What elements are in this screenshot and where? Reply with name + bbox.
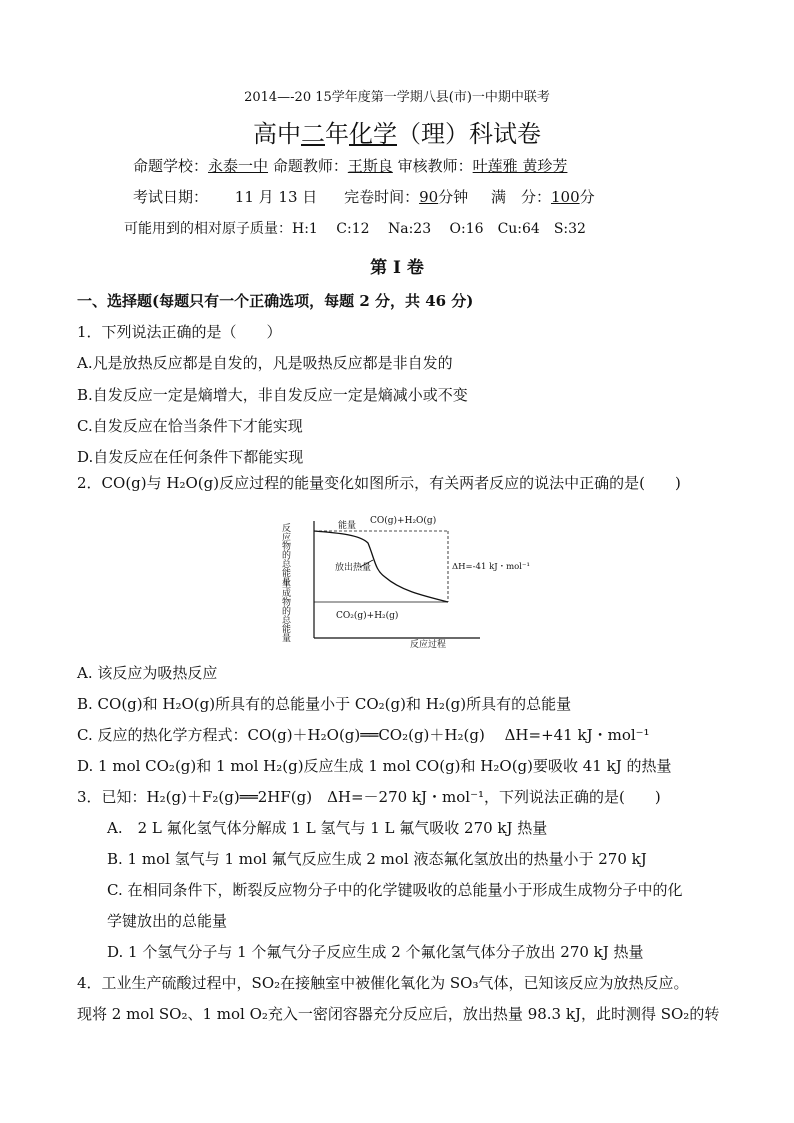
q2-option-d: D. 1 mol CO₂(g)和 1 mol H₂(g)反应生成 1 mol CO(g)和 H₂O(g)要吸收 41 kJ 的热量 bbox=[77, 757, 672, 775]
reviewer-value: 叶莲雅 黄珍芳 bbox=[472, 157, 568, 175]
q4-line1: 4．工业生产硫酸过程中，SO₂在接触室中被催化氧化为 SO₃气体，已知该反应为放热反应。 bbox=[77, 974, 689, 992]
title-subject: 化学 bbox=[349, 120, 397, 148]
date-value: 11 月 13 日 bbox=[234, 188, 318, 206]
reviewer-label: 审核教师： bbox=[397, 157, 473, 175]
duration-label: 完卷时间： bbox=[344, 188, 420, 206]
q1-option-d: D.自发反应在任何条件下都能实现 bbox=[77, 448, 304, 466]
exam-header: 2014—-20 15学年度第一学期八县(市)一中期中联考 bbox=[244, 90, 550, 105]
heat-label: 放出热量 bbox=[335, 563, 372, 573]
ylabel-top: 反应物的总能量 bbox=[280, 523, 290, 586]
q1-option-b: B.自发反应一定是熵增大，非自发反应一定是熵减小或不变 bbox=[77, 386, 468, 404]
q1-option-c: C.自发反应在恰当条件下才能实现 bbox=[77, 417, 303, 435]
paper-title bbox=[0, 114, 794, 149]
title-grade: 二 bbox=[301, 120, 325, 148]
q2-option-b: B. CO(g)和 H₂O(g)所具有的总能量小于 CO₂(g)和 H₂(g)所具有的总能量 bbox=[77, 695, 572, 713]
teacher-value: 王斯良 bbox=[347, 157, 393, 175]
score-value: 100 bbox=[550, 188, 580, 206]
school-label: 命题学校： bbox=[133, 157, 209, 175]
teacher-label: 命题教师： bbox=[272, 157, 348, 175]
score-label: 满 分： bbox=[490, 188, 551, 206]
q3-option-c: C. 在相同条件下，断裂反应物分子中的化学键吸收的总能量小于形成生成物分子中的化 bbox=[107, 881, 683, 899]
date-label: 考试日期： bbox=[133, 188, 209, 206]
q4-line2: 现将 2 mol SO₂、1 mol O₂充入一密闭容器充分反应后，放出热量 98.3 kJ，此时测得 SO₂的转 bbox=[77, 1005, 720, 1023]
q3-option-a: A. 2 L 氟化氢气体分解成 1 L 氢气与 1 L 氟气吸收 270 kJ 热量 bbox=[107, 819, 548, 837]
energy-diagram bbox=[280, 505, 555, 650]
school-value: 永泰一中 bbox=[208, 157, 269, 175]
delta-h-label: ΔH=-41 kJ・mol⁻¹ bbox=[452, 562, 530, 572]
reactants-label: CO(g)+H₂O(g) bbox=[370, 516, 437, 526]
q2-option-c: C. 反应的热化学方程式：CO(g)＋H₂O(g)══CO₂(g)＋H₂(g) ΔH=+41 kJ・mol⁻¹ bbox=[77, 726, 650, 744]
ylabel-bottom: 生成物的总能量 bbox=[280, 579, 290, 642]
title-mid: 年 bbox=[325, 120, 349, 148]
score-unit: 分 bbox=[579, 188, 595, 206]
q3-stem: 3．已知：H₂(g)＋F₂(g)══2HF(g) ΔH=－270 kJ・mol⁻¹，下列说法正确的是( ) bbox=[77, 788, 661, 806]
q1-option-a: A.凡是放热反应都是自发的，凡是吸热反应都是非自发的 bbox=[77, 354, 453, 372]
energy-label: 能量 bbox=[338, 521, 357, 531]
atomic-masses: 可能用到的相对原子质量：H:1 C:12 Na:23 O:16 Cu:64 S:32 bbox=[124, 221, 586, 237]
q2-stem: 2．CO(g)与 H₂O(g)反应过程的能量变化如图所示，有关两者反应的说法中正确的是( ) bbox=[77, 474, 681, 492]
q2-option-a: A. 该反应为吸热反应 bbox=[77, 664, 218, 682]
q3-option-b: B. 1 mol 氢气与 1 mol 氟气反应生成 2 mol 液态氟化氢放出的热量小于 270 kJ bbox=[107, 850, 647, 868]
section-heading: 一、选择题(每题只有一个正确选项，每题 2 分，共 46 分) bbox=[77, 292, 474, 310]
volume-heading: 第 I 卷 bbox=[370, 258, 424, 278]
q1-stem: 1．下列说法正确的是（ ） bbox=[77, 323, 282, 341]
q3-option-d: D. 1 个氢气分子与 1 个氟气分子反应生成 2 个氟化氢气体分子放出 270 kJ 热量 bbox=[107, 943, 644, 961]
products-label: CO₂(g)+H₂(g) bbox=[336, 611, 399, 621]
duration-value: 90 bbox=[419, 188, 439, 206]
duration-unit: 分钟 bbox=[438, 188, 469, 206]
q3-option-c-cont: 学键放出的总能量 bbox=[107, 912, 228, 930]
title-post: （理）科试卷 bbox=[397, 120, 541, 148]
exam-time-line bbox=[133, 186, 595, 207]
author-line bbox=[133, 155, 567, 176]
title-pre: 高中 bbox=[253, 120, 301, 148]
xlabel: 反应过程 bbox=[410, 640, 447, 650]
